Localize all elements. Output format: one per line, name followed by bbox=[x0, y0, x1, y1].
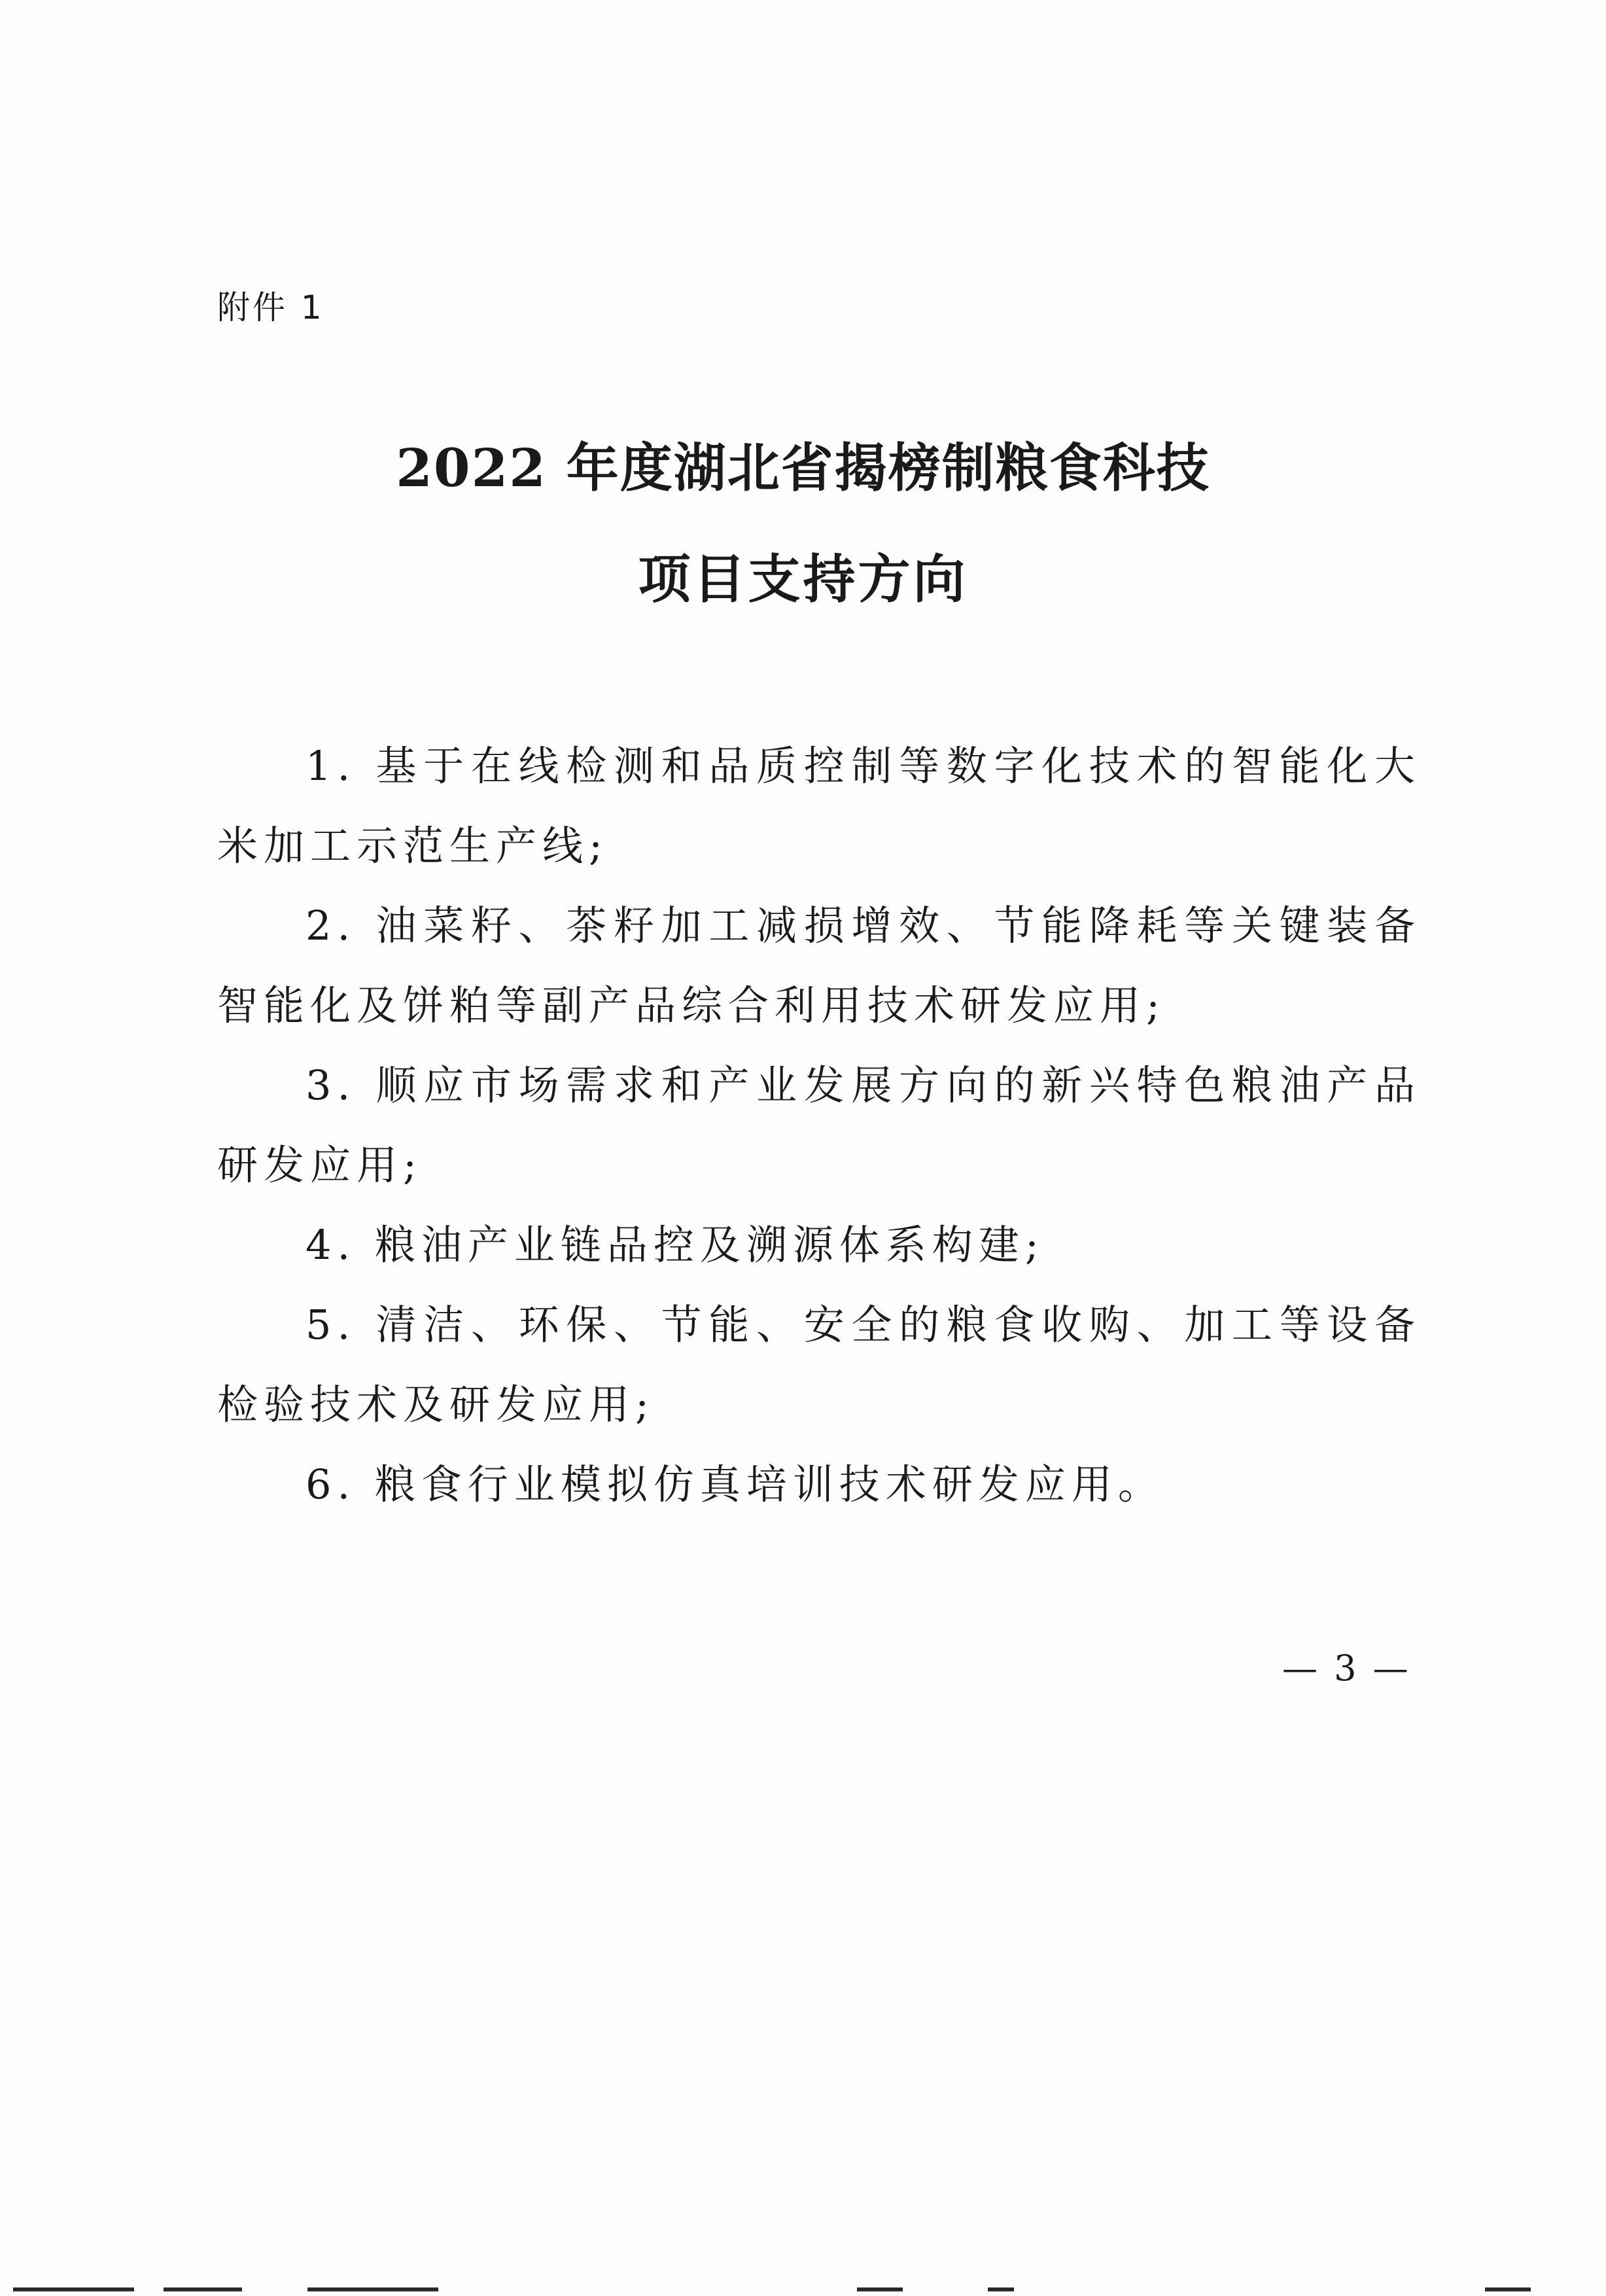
list-item: 4. 粮油产业链品控及溯源体系构建; bbox=[305, 1221, 1045, 1269]
list-item: 6. 粮食行业模拟仿真培训技术研发应用。 bbox=[305, 1460, 1164, 1508]
list-item: 3. 顺应市场需求和产业发展方向的新兴特色粮油产品研发应用; bbox=[217, 1061, 1421, 1189]
list-item: 5. 清洁、环保、节能、安全的粮食收购、加工等设备检验技术及研发应用; bbox=[217, 1301, 1421, 1428]
list-item: 2. 油菜籽、茶籽加工减损增效、节能降耗等关键装备智能化及饼粕等副产品综合利用技术研发应用; bbox=[217, 902, 1421, 1029]
page-number: — 3 — bbox=[1282, 1648, 1411, 1689]
support-directions-list bbox=[217, 726, 1421, 1525]
scan-bottom-edge bbox=[0, 2284, 1606, 2296]
attachment-label: 附件 1 bbox=[217, 289, 324, 327]
document-title-line-1: 2022 年度湖北省揭榜制粮食科技 bbox=[396, 437, 1210, 499]
document-title-line-2: 项目支持方向 bbox=[638, 548, 968, 610]
list-item: 1. 基于在线检测和品质控制等数字化技术的智能化大米加工示范生产线; bbox=[217, 742, 1421, 870]
